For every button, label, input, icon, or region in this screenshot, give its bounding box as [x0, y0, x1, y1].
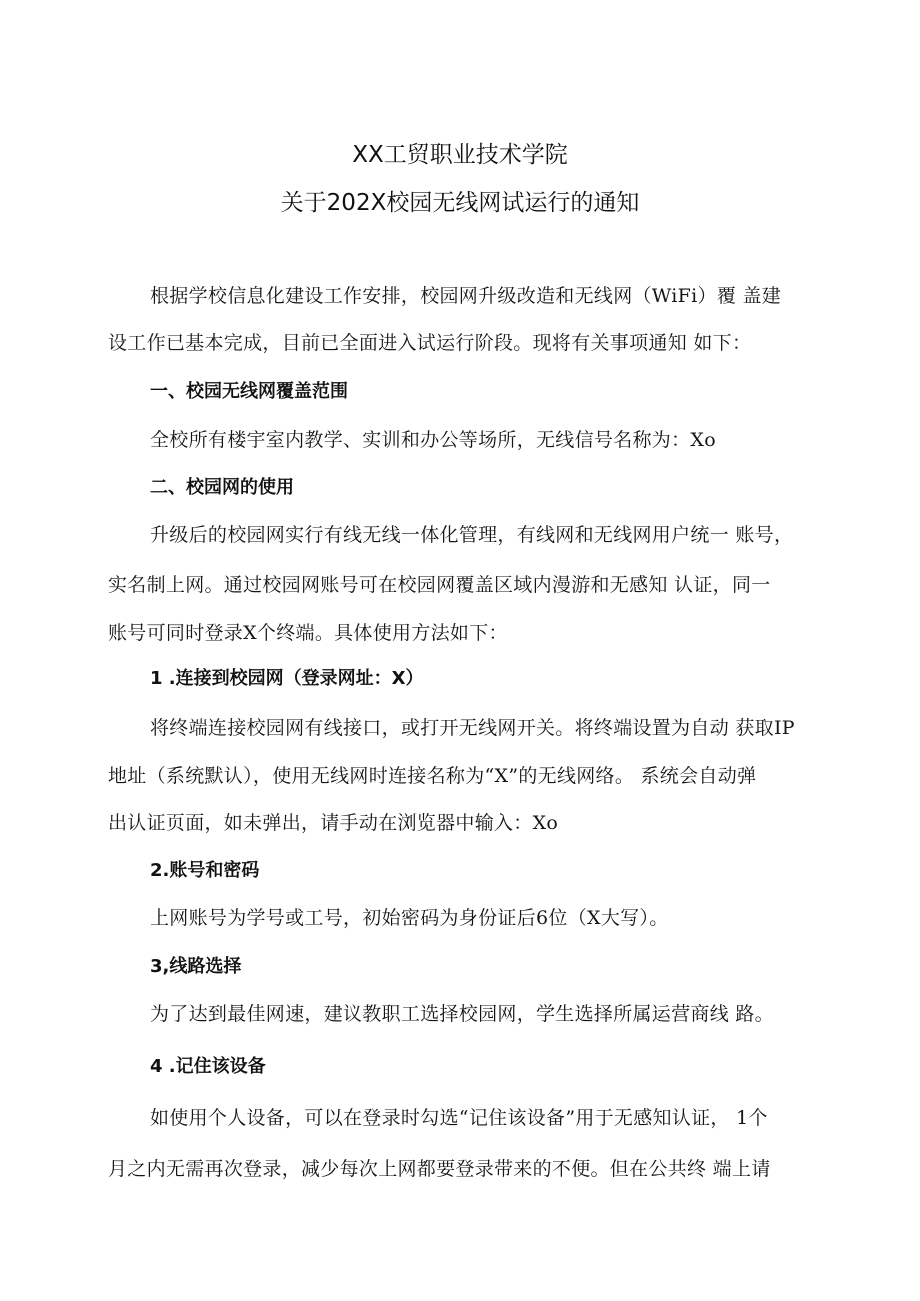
section-heading-usage: 二、校园网的使用 — [150, 477, 294, 498]
paragraph-intro-line-2: 设工作已基本完成，目前已全面进入试运行阶段。现将有关事项通知 如下： — [108, 332, 752, 354]
notice-title: 关于202X校园无线网试运行的通知 — [280, 190, 640, 216]
paragraph-connect-line-3: 出认证页面，如未弹出，请手动在浏览器中输入：Xo — [108, 812, 559, 834]
paragraph-usage-line-1: 升级后的校园网实行有线无线一体化管理，有线网和无线网用户统一 账号， — [150, 524, 794, 546]
paragraph-intro-line-1: 根据学校信息化建设工作安排，校园网升级改造和无线网（WiFi）覆 盖建 — [150, 285, 782, 307]
subheading-connect: 1 .连接到校园网（登录网址：X） — [150, 668, 424, 689]
subheading-remember-device: 4 .记住该设备 — [150, 1056, 266, 1077]
paragraph-usage-line-3: 账号可同时登录X个终端。具体使用方法如下： — [108, 622, 508, 644]
subheading-route: 3,线路选择 — [150, 956, 242, 977]
institution-title: XX工贸职业技术学院 — [352, 142, 568, 168]
paragraph-connect-line-2: 地址（系统默认），使用无线网时连接名称为“X”的无线网络。 系统会自动弹 — [108, 765, 757, 787]
paragraph-remember-line-1: 如使用个人设备，可以在登录时勾选“记住该设备”用于无感知认证， 1个 — [150, 1107, 768, 1129]
paragraph-usage-line-2: 实名制上网。通过校园网账号可在校园网覆盖区域内漫游和无感知 认证，同一 — [108, 574, 771, 596]
subheading-account: 2.账号和密码 — [150, 860, 260, 881]
paragraph-coverage: 全校所有楼宇室内教学、实训和办公等场所，无线信号名称为：Xo — [150, 429, 716, 451]
paragraph-account: 上网账号为学号或工号，初始密码为身份证后6位（X大写）。 — [150, 907, 669, 929]
paragraph-route: 为了达到最佳网速，建议教职工选择校园网，学生选择所属运营商线 路。 — [150, 1003, 774, 1025]
paragraph-connect-line-1: 将终端连接校园网有线接口，或打开无线网开关。将终端设置为自动 获取IP — [150, 717, 795, 739]
paragraph-remember-line-2: 月之内无需再次登录，减少每次上网都要登录带来的不便。但在公共终 端上请 — [108, 1158, 771, 1180]
section-heading-coverage: 一、校园无线网覆盖范围 — [150, 381, 348, 402]
